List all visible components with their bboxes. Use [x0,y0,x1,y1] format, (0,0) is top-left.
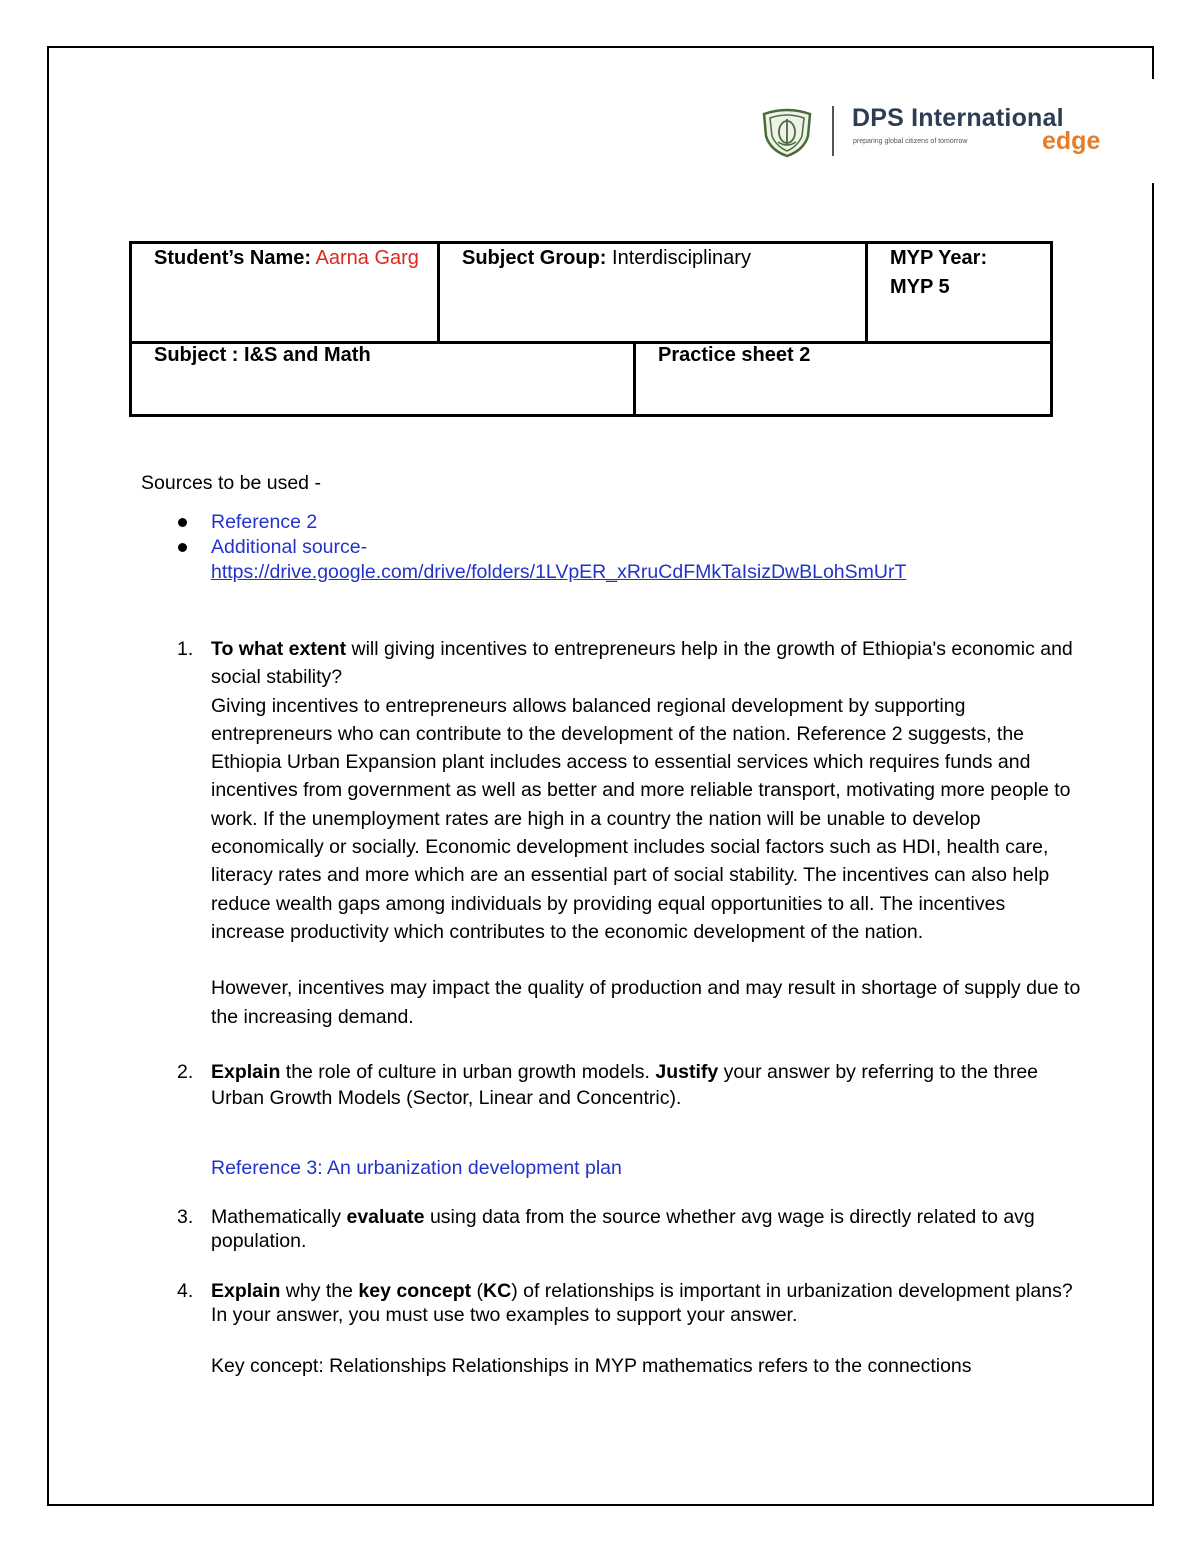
question-body: the role of culture in urban growth models. [280,1060,656,1083]
question-body: will giving incentives to entrepreneurs help in the growth of Ethiopia's economic and social stability? [211,638,1073,689]
question-number: 3. [177,1205,194,1228]
page-border-right-top [1152,46,1154,79]
subject-group-cell [439,243,867,343]
bullet-icon [178,543,187,552]
sources-heading: Sources to be used - [141,472,321,494]
question-number: 1. [177,638,194,660]
brand-name: DPS International [852,104,1064,132]
school-crest-icon [758,106,816,158]
key-concept-note: Key concept: Relationships Relationships in MYP mathematics refers to the connections [211,1354,972,1377]
question-keyword: Explain [211,1279,281,1302]
student-name-value: Aarna Garg [315,247,419,269]
question-text [211,1059,1081,1111]
reference-3-link[interactable]: Reference 3: An urbanization development plan [211,1156,622,1179]
bullet-icon [178,518,187,527]
answer-paragraph: Giving incentives to entrepreneurs allows balanced regional development by supporting entrepreneurs who can contribute to the development of the nation. Reference 2 suggests, the Ethiopia Urban Expansion plant includes access to essential services which requires funds and incentives from government as well as better and more reliable transport, motivating more people to work. If the unemployment rates are high in a country the nation will be unable to develop economically or socially. Economic development includes social factors such as HDI, health care, literacy rates and more which are an essential part of social stability. The incentives can also help reduce wealth gaps among individuals by providing equal opportunities to all. The incentives increase productivity which contributes to the economic development of the nation. [211,694,1071,943]
question-keyword: Explain [211,1060,281,1083]
source-item[interactable] [141,510,1081,535]
question-3 [141,1205,1081,1253]
myp-year-label: MYP Year: [890,247,988,269]
brand-tagline: preparing global citizens of tomorrow [853,138,968,145]
student-name-cell [131,243,439,343]
myp-year-value: MYP 5 [890,276,950,298]
question-body: ( [471,1279,484,1302]
sources-list [141,510,1081,585]
question-text [211,1279,1081,1328]
student-name-label: Student’s Name: [154,247,312,269]
school-logo [758,102,1118,158]
drive-folder-link[interactable]: https://drive.google.com/drive/folders/1LVpER_xRruCdFMkTaIsizDwBLohSmUrT [211,561,907,583]
subject-cell: Subject : I&S and Math [131,343,635,416]
question-body: using data from the source whether avg wage is directly related to avg population. [211,1205,1035,1252]
logo-divider [832,106,834,156]
additional-source-label[interactable]: Additional source- [211,536,368,558]
practice-sheet-cell: Practice sheet 2 [635,343,1052,416]
question-2 [141,1059,1081,1111]
answer-paragraph-2: However, incentives may impact the quality of production and may result in shortage of supply due to the increasing demand. [211,977,1081,1028]
page-border-top [47,46,1154,48]
question-text [211,1205,1081,1253]
question-text [211,635,1081,692]
page-border-right [1152,183,1154,1506]
question-keyword: To what extent [211,638,347,660]
question-keyword: evaluate [346,1205,425,1228]
question-1 [141,635,1081,1031]
page-border-bottom [47,1504,1154,1506]
source-item[interactable] [141,535,1081,585]
question-4 [141,1279,1081,1379]
page-border-left [47,46,49,1506]
question-body: ) of relationships is important in urbanization development plans? In your answer, you must use two examples to support your answer. [211,1279,1073,1327]
subject-group-value: Interdisciplinary [612,247,751,269]
question-keyword: KC [483,1279,512,1302]
myp-year-cell [867,243,1052,343]
subject-group-label: Subject Group: [462,247,607,269]
brand-edge: edge [1042,127,1101,155]
document-body [141,470,1081,1378]
question-body: Mathematically [211,1205,347,1228]
question-keyword: Justify [655,1060,719,1083]
question-number: 2. [177,1060,194,1083]
student-info-table [129,241,1053,417]
question-number: 4. [177,1279,194,1302]
question-keyword: key concept [358,1279,472,1302]
question-body: your answer by referring to the three Urban Growth Models (Sector, Linear and Concentric). [211,1060,1039,1109]
reference-3-block [141,1155,1081,1181]
question-body: why the [280,1279,359,1302]
reference-2-link[interactable]: Reference 2 [211,511,318,533]
